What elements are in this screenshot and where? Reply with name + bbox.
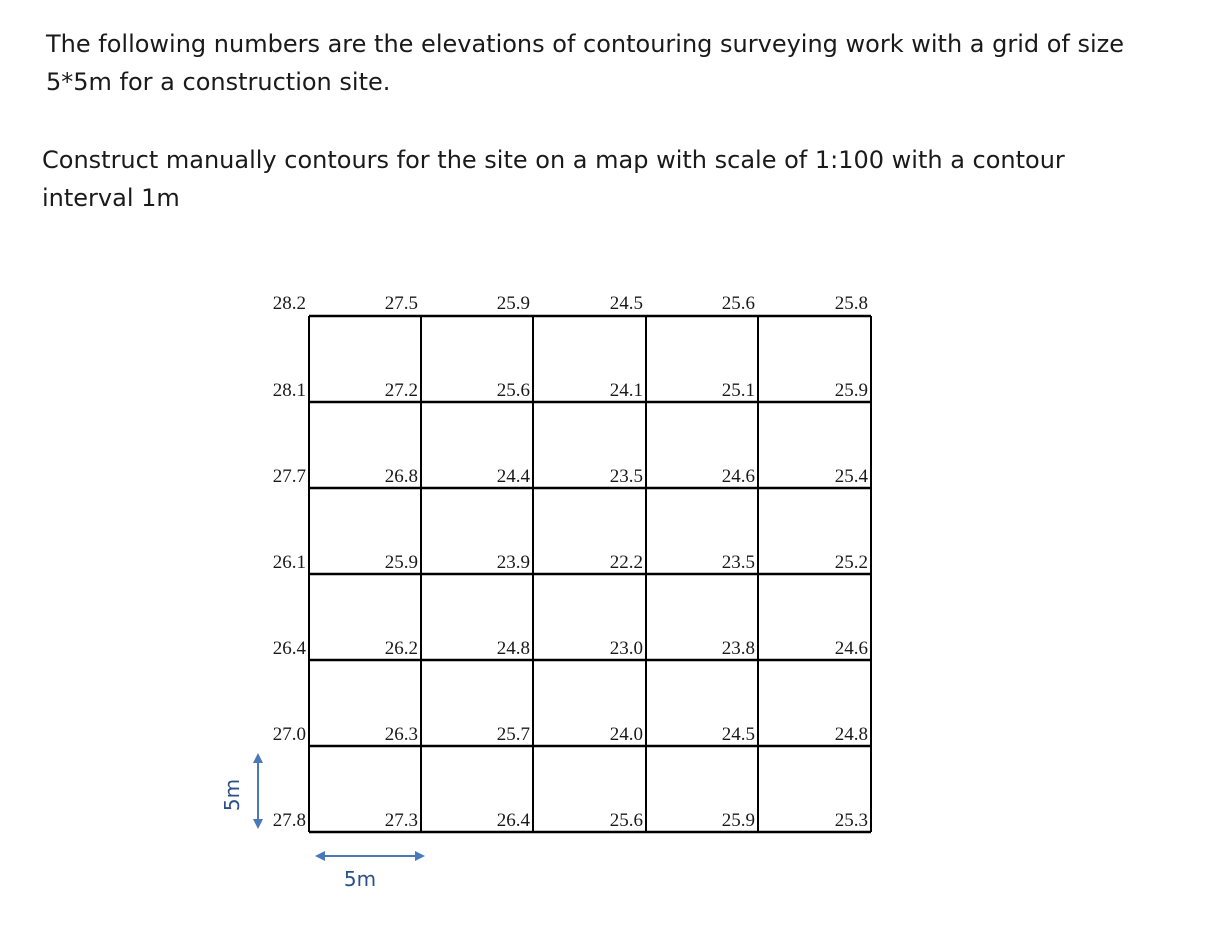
elevation-value: 26.4 [496, 810, 530, 831]
elevation-value: 27.2 [384, 380, 418, 401]
elevation-value: 27.5 [384, 293, 418, 314]
elevation-value: 25.6 [496, 380, 530, 401]
elevation-value: 23.5 [721, 552, 755, 573]
elevation-value: 25.9 [834, 380, 868, 401]
elevation-value: 24.5 [721, 724, 755, 745]
elevation-value: 25.9 [384, 552, 418, 573]
elevation-value: 25.6 [609, 810, 643, 831]
elevation-value: 26.4 [272, 638, 306, 659]
elevation-value: 24.6 [834, 638, 868, 659]
elevation-value: 23.9 [496, 552, 530, 573]
elevation-value: 24.6 [721, 466, 755, 487]
elevation-value: 23.0 [609, 638, 643, 659]
elevation-value: 25.6 [721, 293, 755, 314]
elevation-value: 27.0 [272, 724, 306, 745]
elevation-value: 25.4 [834, 466, 868, 487]
elevation-value: 26.3 [384, 724, 418, 745]
elevation-value: 24.8 [496, 638, 530, 659]
elevation-value: 24.5 [609, 293, 643, 314]
elevation-value: 27.7 [272, 466, 306, 487]
elevation-value: 25.8 [834, 293, 868, 314]
elevation-value: 26.2 [384, 638, 418, 659]
elevation-value: 24.1 [609, 380, 643, 401]
elevation-value: 25.9 [496, 293, 530, 314]
elevation-value: 23.5 [609, 466, 643, 487]
elevation-value: 24.8 [834, 724, 868, 745]
grid-labels [273, 293, 869, 831]
elevation-value: 26.8 [384, 466, 418, 487]
vertical-scale-label: 5m [220, 778, 244, 812]
elevation-value: 25.7 [496, 724, 530, 745]
elevation-value: 26.1 [272, 552, 306, 573]
elevation-value: 28.2 [272, 293, 306, 314]
instruction-text-2: Construct manually contours for the site on a map with scale of 1:100 with a contour interval 1m [42, 146, 1065, 212]
elevation-value: 25.9 [721, 810, 755, 831]
elevation-value: 25.1 [721, 380, 755, 401]
elevation-value: 28.1 [272, 380, 306, 401]
horizontal-scale-label: 5m [343, 867, 377, 891]
elevation-value: 23.8 [721, 638, 755, 659]
elevation-value: 27.3 [384, 810, 418, 831]
elevation-value: 25.3 [834, 810, 868, 831]
elevation-value: 24.4 [496, 466, 530, 487]
instruction-text-1: The following numbers are the elevations of contouring surveying work with a grid of size 5*5m for a construction site. [46, 30, 1125, 96]
elevation-value: 22.2 [609, 552, 643, 573]
elevation-value: 24.0 [609, 724, 643, 745]
elevation-value: 25.2 [834, 552, 868, 573]
elevation-value: 27.8 [272, 810, 306, 831]
